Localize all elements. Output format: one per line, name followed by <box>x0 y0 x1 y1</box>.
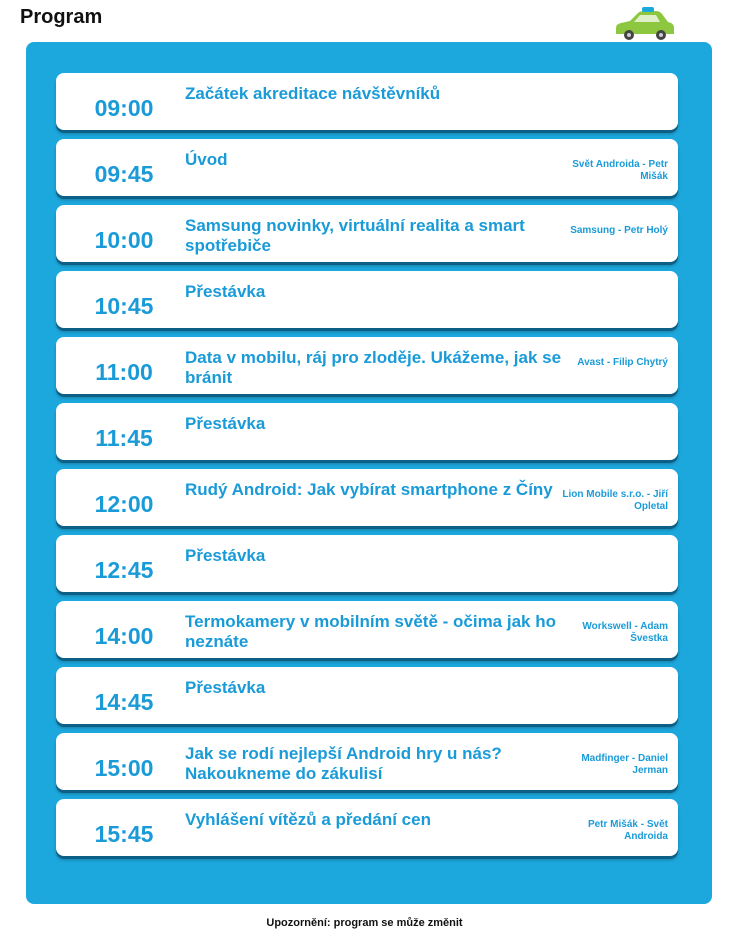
schedule-title: Přestávka <box>185 678 266 697</box>
car-icon <box>612 6 676 42</box>
schedule-title: Přestávka <box>185 414 266 433</box>
schedule-notice: Upozornění: program se může změnit <box>266 917 463 929</box>
schedule-title: Začátek akreditace návštěvníků <box>185 84 441 103</box>
schedule-panel <box>26 42 712 904</box>
schedule-time: 12:00 <box>94 491 154 517</box>
schedule-title: Přestávka <box>185 546 266 565</box>
schedule-time: 10:45 <box>94 293 154 319</box>
schedule-title: Data v mobilu, ráj pro zloděje. Ukážeme, jak se bránit <box>185 348 562 387</box>
schedule-time: 10:00 <box>94 227 154 253</box>
schedule-title: Samsung novinky, virtuální realita a smart spotřebiče <box>185 216 525 255</box>
schedule-speaker: Madfinger - Daniel Jerman <box>581 753 668 776</box>
schedule-time: 15:45 <box>94 821 154 847</box>
schedule-title: Jak se rodí nejlepší Android hry u nás? Nakoukneme do zákulisí <box>185 744 502 783</box>
schedule-item <box>56 799 678 856</box>
schedule-speaker: Svět Androida - Petr Mišák <box>572 159 668 182</box>
schedule-time: 09:00 <box>94 95 154 121</box>
schedule-time: 14:00 <box>94 623 154 649</box>
schedule-title: Přestávka <box>185 282 266 301</box>
schedule-speaker: Lion Mobile s.r.o. - Jiří Opletal <box>562 489 668 512</box>
schedule-item <box>56 73 678 130</box>
schedule-item <box>56 535 678 592</box>
page-title: Program <box>20 6 103 28</box>
schedule-item <box>56 403 678 460</box>
schedule-time: 15:00 <box>94 755 154 781</box>
schedule-speaker: Workswell - Adam Švestka <box>582 621 668 644</box>
schedule-time: 09:45 <box>94 161 154 187</box>
schedule-title: Rudý Android: Jak vybírat smartphone z Číny <box>185 480 553 499</box>
schedule-item <box>56 469 678 526</box>
schedule-item <box>56 139 678 196</box>
schedule-item <box>56 601 678 658</box>
schedule-time: 11:45 <box>95 425 153 451</box>
schedule-title: Vyhlášení vítězů a předání cen <box>185 810 431 829</box>
schedule-item <box>56 667 678 724</box>
schedule-time: 11:00 <box>95 359 153 385</box>
schedule-speaker: Samsung - Petr Holý <box>570 225 668 236</box>
schedule-item <box>56 337 678 394</box>
schedule-item <box>56 733 678 790</box>
schedule-time: 12:45 <box>94 557 154 583</box>
schedule-time: 14:45 <box>94 689 154 715</box>
schedule-title: Termokamery v mobilním světě - očima jak ho neznáte <box>185 612 556 651</box>
schedule-item <box>56 271 678 328</box>
schedule-title: Úvod <box>185 150 228 169</box>
schedule-speaker: Avast - Filip Chytrý <box>577 357 668 368</box>
schedule-speaker: Petr Mišák - Svět Androida <box>587 819 668 842</box>
schedule-item <box>56 205 678 262</box>
